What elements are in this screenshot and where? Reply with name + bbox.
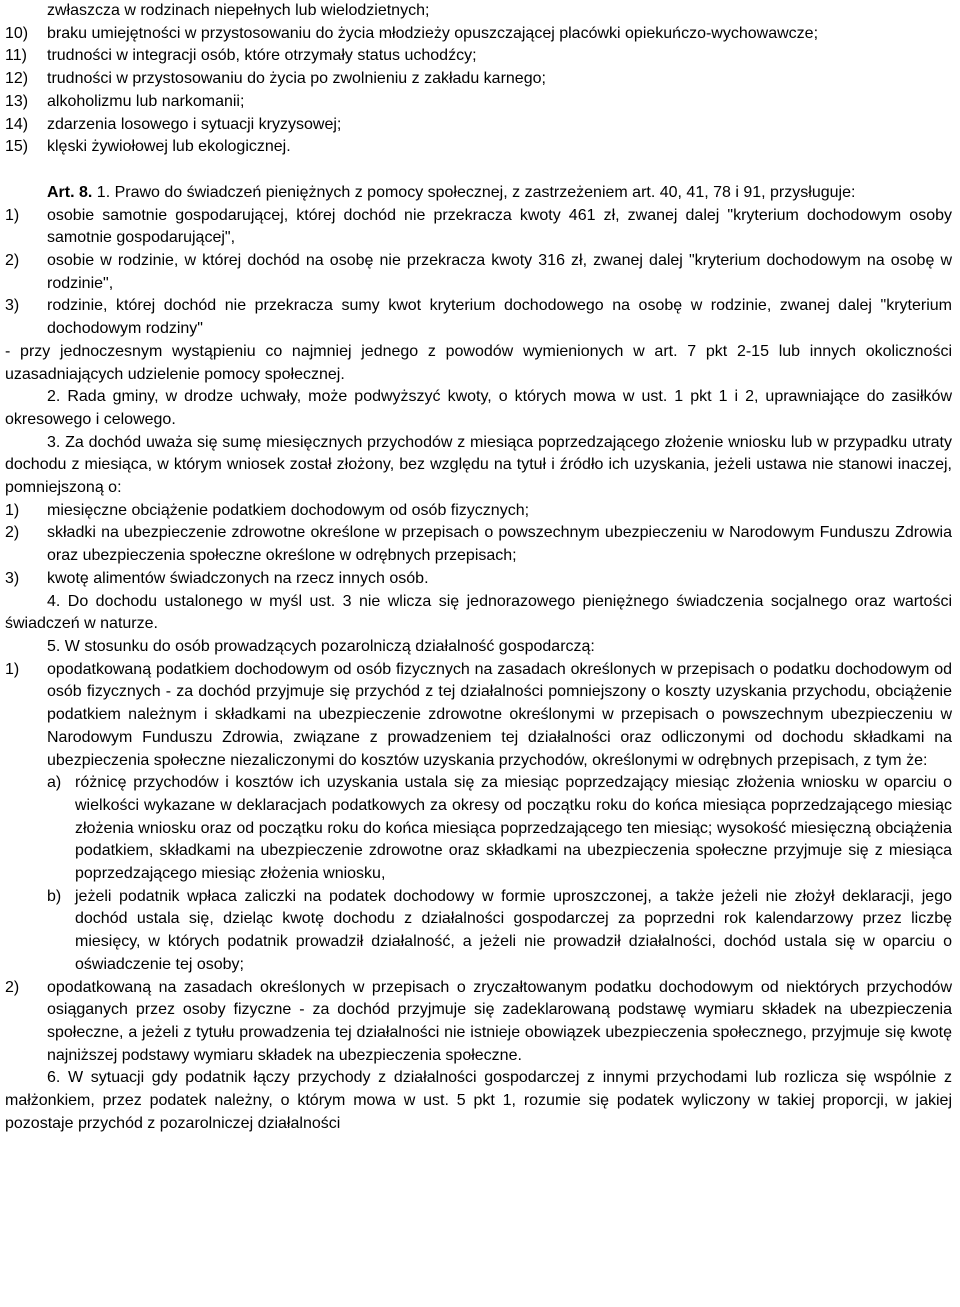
list-text: opodatkowaną na zasadach określonych w przepisach o zryczałtowanym podatku dochodowym od niektórych przychodów osiąganych przez osoby fizyczne - za dochód przyjmuje się zadeklarowaną podstawę wymiaru składek na ubezpieczenia społeczne, a jeżeli z tytułu prowadzenia tej działalności nie istnieje obowiązek ubezpieczenia społecznego, przyjmuje się kwotę najniższej podstawy wymiaru składek na ubezpieczenia społeczne. bbox=[47, 978, 952, 1064]
list-item-14 bbox=[5, 114, 960, 137]
list-item bbox=[5, 205, 960, 250]
article-8-paragraph-1 bbox=[5, 182, 960, 205]
article-8-paragraph-3: 3. Za dochód uważa się sumę miesięcznych przychodów z miesiąca poprzedzającego złożenie wniosku lub w przypadku utraty dochodu z miesiąca, w którym wniosek został złożony, bez względu na tytuł i źródło ich uzyskania, jeżeli ustawa nie stanowi inaczej, pomniejszoną o: bbox=[5, 433, 952, 497]
article-8-paragraph-5: 5. W stosunku do osób prowadzących pozarolniczą działalność gospodarczą: bbox=[47, 637, 595, 655]
list-item bbox=[5, 522, 960, 567]
list-text: kwotę alimentów świadczonych na rzecz innych osób. bbox=[47, 569, 429, 587]
sub-list-letter: a) bbox=[47, 774, 62, 792]
list-item-13 bbox=[5, 91, 960, 114]
sub-list-text: jeżeli podatnik wpłaca zaliczki na podatek dochodowy w formie uproszczonej, a także jeżeli nie złożył deklaracji, jego dochód ustala się, dzieląc kwotę dochodu z działalności gospodarczej za poprzedni rok kalendarzowy przez liczbę miesięcy, w których podatnik prowadził działalność, a jeżeli nie prowadził działalności, dochód ustala się w oparciu o oświadczenie tej osoby; bbox=[75, 887, 952, 973]
article-label: Art. 8. bbox=[47, 183, 93, 201]
sub-list-letter: b) bbox=[47, 887, 62, 905]
list-number: 3) bbox=[5, 297, 20, 315]
list-number: 1) bbox=[5, 660, 20, 678]
list-text: zdarzenia losowego i sytuacji kryzysowej; bbox=[47, 115, 342, 133]
list-item bbox=[5, 500, 960, 523]
list-item-12 bbox=[5, 68, 960, 91]
list-number: 1) bbox=[5, 206, 20, 224]
list-text: alkoholizmu lub narkomanii; bbox=[47, 92, 245, 110]
list-text: opodatkowaną podatkiem dochodowym od osób fizycznych na zasadach określonych w przepisach o podatku dochodowym od osób fizycznych - za dochód przyjmuje się przychód z tej działalności pomniejszony o koszty uzyskania przychodu, obciążenie podatkiem należnym i składkami na ubezpieczenie zdrowotne określonymi w przepisach o powszechnym ubezpieczeniu w Narodowym Funduszu Zdrowia, związane z prowadzeniem tej działalności oraz odliczonymi od dochodu składkami na ubezpieczenia społeczne niezaliczonymi do kosztów uzyskania przychodów, określonymi w odrębnych przepisach, z tym że: bbox=[47, 660, 952, 769]
sub-list-item bbox=[5, 772, 960, 886]
list-text: rodzinie, której dochód nie przekracza sumy kwot kryterium dochodowego na osobę w rodzinie, zwanej dalej "kryterium dochodowym rodziny" bbox=[47, 297, 952, 338]
article-8-paragraph-4: 4. Do dochodu ustalonego w myśl ust. 3 nie wlicza się jednorazowego pieniężnego świadczenia socjalnego oraz wartości świadczeń w naturze. bbox=[5, 592, 952, 633]
list-number: 2) bbox=[5, 524, 20, 542]
list-item bbox=[5, 568, 960, 591]
list-item-11 bbox=[5, 45, 960, 68]
list-number: 15) bbox=[5, 138, 29, 156]
list-number: 2) bbox=[5, 978, 20, 996]
paragraph-1-tail: - przy jednoczesnym wystąpieniu co najmniej jednego z powodów wymienionych w art. 7 pkt 2-15 lub innych okoliczności uzasadniających udzielenie pomocy społecznej. bbox=[5, 342, 952, 383]
list-number: 13) bbox=[5, 92, 29, 110]
list-item-15 bbox=[5, 136, 960, 159]
sub-list-text: różnicę przychodów i kosztów ich uzyskania ustala się za miesiąc poprzedzający miesiąc złożenia wniosku w oparciu o wielkości wykazane w deklaracjach podatkowych za okresy od początku roku do końca miesiąca poprzedzającego miesiąc złożenia wniosku oraz od początku roku do końca miesiąca poprzedzającego ten miesiąc; wysokość miesięczną obciążenia podatkiem, składkami na ubezpieczenie zdrowotne oraz składkami na ubezpieczenia społeczne przyjmuje się z miesiąca poprzedzającego miesiąc złożenia wniosku, bbox=[75, 774, 952, 883]
list-number: 10) bbox=[5, 24, 29, 42]
list-text: osobie samotnie gospodarującej, której dochód nie przekracza kwoty 461 zł, zwanej dalej "kryterium dochodowym osoby samotnie gospodarującej", bbox=[47, 206, 952, 247]
list-continuation: zwłaszcza w rodzinach niepełnych lub wielodzietnych; bbox=[47, 2, 430, 19]
list-number: 2) bbox=[5, 252, 20, 270]
list-text: miesięczne obciążenie podatkiem dochodowym od osób fizycznych; bbox=[47, 501, 530, 519]
list-text: braku umiejętności w przystosowaniu do życia młodzieży opuszczającej placówki opiekuńczo-wychowawcze; bbox=[47, 24, 819, 42]
list-text: składki na ubezpieczenie zdrowotne określone w przepisach o powszechnym ubezpieczeniu w Narodowym Funduszu Zdrowia oraz ubezpieczenia społeczne określone w odrębnych przepisach; bbox=[47, 524, 952, 565]
list-text: osobie w rodzinie, w której dochód na osobę nie przekracza kwoty 316 zł, zwanej dalej "kryterium dochodowym na osobę w rodzinie", bbox=[47, 252, 952, 292]
list-text: trudności w przystosowaniu do życia po zwolnieniu z zakładu karnego; bbox=[47, 70, 546, 88]
article-8-paragraph-6: 6. W sytuacji gdy podatnik łączy przychody z działalności gospodarczej z innymi przychodami lub rozlicza się wspólnie z małżonkiem, przez podatek należny, o którym mowa w ust. 5 pkt 1, rozumie się podatek wyliczony w takiej proporcji, w jakiej pozostaje przychód z pozarolniczej działalności bbox=[5, 1069, 952, 1132]
list-number: 12) bbox=[5, 70, 29, 88]
list-item bbox=[5, 977, 960, 1068]
list-item bbox=[5, 295, 960, 340]
list-number: 1) bbox=[5, 501, 20, 519]
list-number: 14) bbox=[5, 115, 29, 133]
list-number: 3) bbox=[5, 569, 20, 587]
sub-list-item bbox=[5, 886, 960, 977]
paragraph-text: 1. Prawo do świadczeń pieniężnych z pomocy społecznej, z zastrzeżeniem art. 40, 41, 78 i 91, przysługuje: bbox=[96, 183, 856, 201]
article-8-paragraph-2: 2. Rada gminy, w drodze uchwały, może podwyższyć kwoty, o których mowa w ust. 1 pkt 1 i 2, uprawniające do zasiłków okresowego i celowego. bbox=[5, 388, 952, 428]
list-item bbox=[5, 659, 960, 773]
list-text: klęski żywiołowej lub ekologicznej. bbox=[47, 138, 291, 156]
list-item-10 bbox=[5, 23, 960, 46]
list-text: trudności w integracji osób, które otrzymały status uchodźcy; bbox=[47, 47, 477, 65]
list-number: 11) bbox=[5, 47, 27, 65]
list-item bbox=[5, 250, 960, 295]
